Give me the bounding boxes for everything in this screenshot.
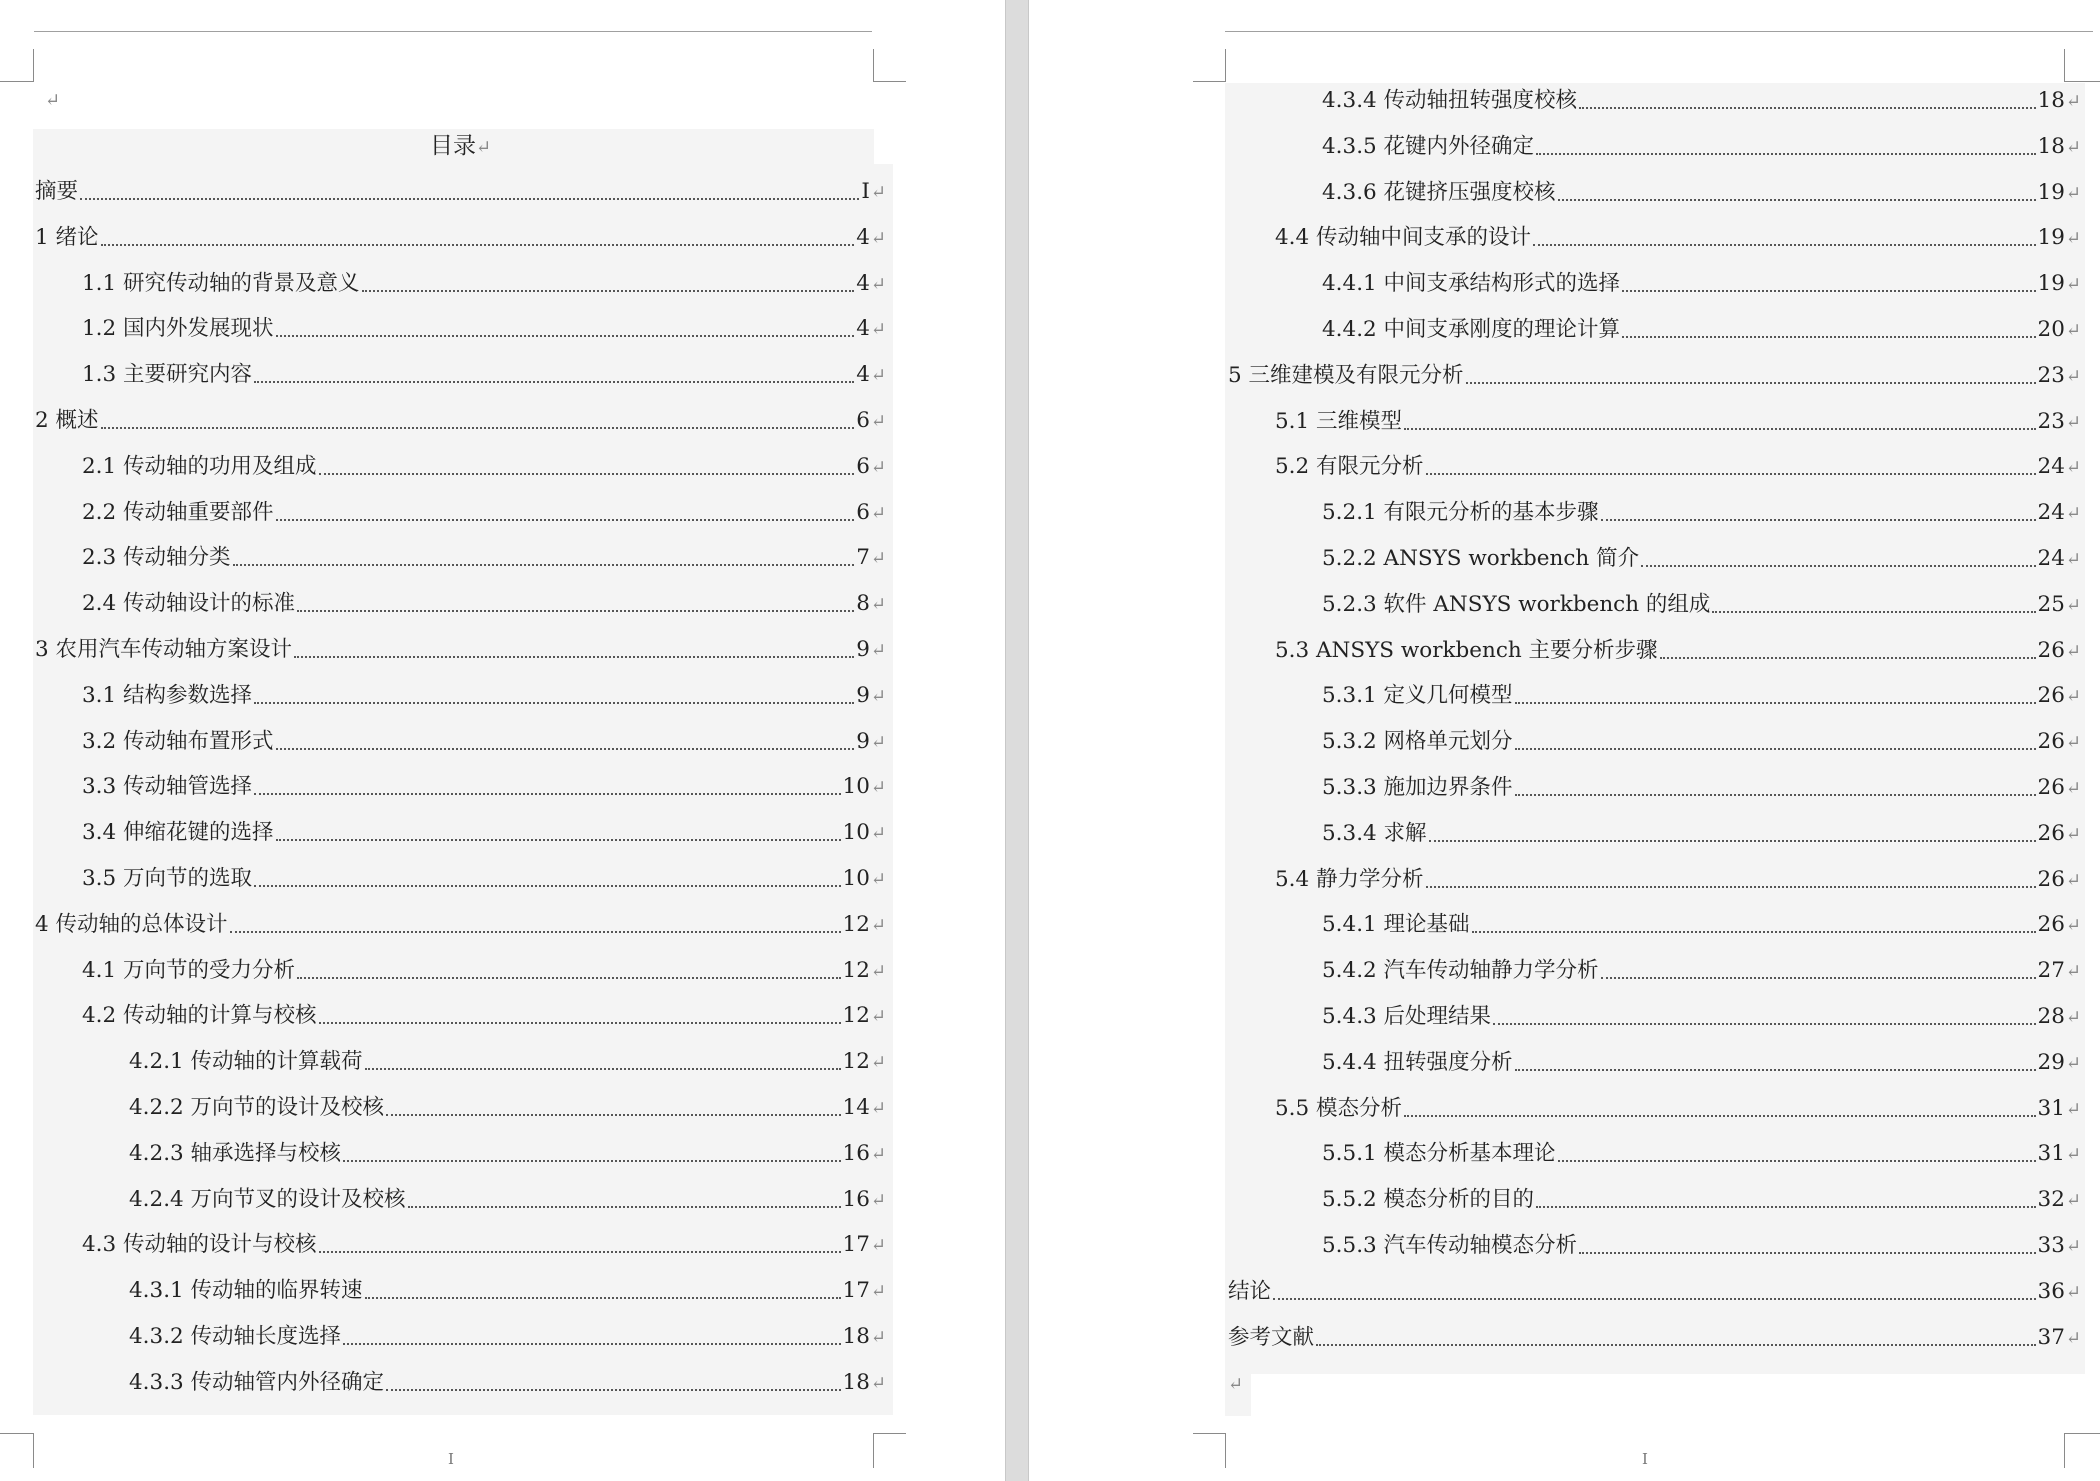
toc-entry[interactable] [129, 1184, 886, 1216]
toc-entry-label: 4.3.3 传动轴管内外径确定 [129, 1369, 385, 1395]
toc-entry-page: 31 [2037, 1095, 2065, 1121]
toc-entry[interactable] [82, 955, 886, 987]
toc-entry-page: 26 [2037, 820, 2065, 846]
paragraph-mark-icon: ↵ [2065, 549, 2081, 570]
toc-entry-label: 5.2.3 软件 ANSYS workbench 的组成 [1322, 591, 1711, 617]
dot-leader [80, 198, 859, 200]
dot-leader [1622, 336, 2036, 338]
toc-entry[interactable] [1322, 726, 2081, 758]
dot-leader [1536, 153, 2036, 155]
dot-leader [1558, 1160, 2036, 1162]
page-number: I [448, 1450, 454, 1468]
toc-entry[interactable] [1322, 1184, 2081, 1216]
toc-entry-label: 2.3 传动轴分类 [82, 545, 231, 571]
crop-mark-top-left [0, 49, 34, 82]
dot-leader [1429, 840, 2036, 842]
toc-entry-page: 12 [842, 957, 870, 983]
toc-entry[interactable] [1322, 909, 2081, 941]
dot-leader [365, 1297, 841, 1299]
toc-entry[interactable] [1322, 1047, 2081, 1079]
toc-entry-page: 7 [856, 545, 870, 571]
toc-entry[interactable] [1275, 864, 2081, 896]
dot-leader [276, 748, 855, 750]
dot-leader [1641, 565, 2035, 567]
toc-entry-label: 5.5.3 汽车传动轴模态分析 [1322, 1233, 1578, 1258]
toc-entry-label: 3.4 伸缩花键的选择 [82, 820, 274, 846]
toc-entry-label: 4.3.4 传动轴扭转强度校核 [1322, 88, 1578, 113]
toc-entry-page: 29 [2037, 1049, 2065, 1075]
paragraph-mark-icon: ↵ [2065, 1098, 2081, 1120]
paragraph-mark-icon: ↵ [870, 731, 886, 753]
paragraph-mark-icon: ↵ [2065, 320, 2081, 341]
toc-entry[interactable] [1322, 268, 2081, 300]
toc-entry[interactable] [1322, 589, 2081, 621]
dot-leader [386, 1389, 841, 1391]
toc-entry[interactable] [1322, 543, 2081, 575]
dot-leader [254, 885, 841, 887]
dot-leader [319, 473, 855, 475]
dot-leader [1601, 977, 2036, 979]
toc-entry-page: 18 [842, 1324, 870, 1349]
toc-entry-label: 2 概述 [35, 408, 99, 433]
dot-leader [297, 977, 841, 979]
toc-entry-label: 1.3 主要研究内容 [82, 362, 253, 388]
toc-entry-label: 4.2.3 轴承选择与校核 [129, 1140, 342, 1166]
toc-entry[interactable] [1322, 818, 2081, 850]
toc-entry-label: 5.5 模态分析 [1275, 1095, 1403, 1121]
dot-leader [254, 793, 841, 795]
toc-entry-page: 4 [856, 362, 870, 388]
document-page-left [0, 0, 1005, 1481]
paragraph-mark-icon: ↵ [2065, 411, 2081, 433]
toc-entry-label: 5.4.4 扭转强度分析 [1322, 1049, 1513, 1075]
toc-entry-page: 18 [2037, 88, 2065, 113]
toc-entry-page: 24 [2037, 546, 2065, 571]
toc-entry-page: 33 [2037, 1233, 2065, 1258]
toc-entry-page: 31 [2037, 1141, 2065, 1167]
paragraph-mark-icon: ↵ [2065, 1281, 2081, 1303]
toc-entry[interactable] [1275, 451, 2081, 483]
toc-entry[interactable] [1228, 360, 2081, 392]
toc-entry-label: 3.5 万向节的选取 [82, 866, 253, 891]
paragraph-mark-icon: ↵ [2065, 1236, 2081, 1257]
dot-leader [1515, 748, 2036, 750]
toc-entry-page: 9 [856, 637, 870, 662]
paragraph-mark-icon: ↵ [870, 319, 886, 341]
toc-entry-page: 26 [2037, 729, 2065, 755]
paragraph-mark-icon: ↵ [2065, 365, 2081, 387]
dot-leader [319, 1022, 841, 1024]
paragraph-mark-icon: ↵ [870, 1189, 886, 1211]
toc-entry-label: 1 绪论 [35, 224, 99, 250]
paragraph-mark-icon: ↵ [2065, 182, 2081, 204]
toc-entry[interactable] [129, 1138, 886, 1170]
dot-leader [365, 1068, 841, 1070]
toc-entry-label: 5.3.4 求解 [1322, 820, 1427, 846]
toc-entry-label: 5.3 ANSYS workbench 主要分析步骤 [1275, 637, 1658, 663]
toc-entry[interactable] [82, 542, 886, 574]
paragraph-mark-icon: ↵ [870, 594, 886, 616]
toc-entry-label: 结论 [1228, 1278, 1272, 1304]
toc-entry[interactable] [35, 222, 886, 254]
toc-entry-page: 19 [2037, 271, 2065, 297]
paragraph-mark-icon: ↵ [2065, 732, 2081, 754]
paragraph-mark-icon: ↵ [870, 777, 886, 799]
paragraph-mark-icon: ↵ [45, 90, 61, 111]
paragraph-mark-icon: ↵ [2065, 1190, 2081, 1212]
dot-leader [297, 610, 854, 612]
paragraph-mark-icon: ↵ [2065, 457, 2081, 479]
toc-entry[interactable] [1322, 680, 2081, 712]
paragraph-mark-icon: ↵ [870, 685, 886, 707]
paragraph-mark-icon: ↵ [870, 1235, 886, 1257]
dot-leader [362, 290, 855, 292]
toc-entry-label: 4.3.5 花键内外径确定 [1322, 133, 1535, 159]
dot-leader [1533, 244, 2036, 246]
dot-leader [1712, 611, 2035, 613]
paragraph-mark-icon: ↵ [1228, 1374, 1244, 1395]
dot-leader [1622, 290, 2036, 292]
toc-entry[interactable] [1322, 1138, 2081, 1170]
toc-entry-label: 3.3 传动轴管选择 [82, 774, 253, 800]
dot-leader [1404, 1115, 2036, 1117]
paragraph-mark-icon: ↵ [2065, 686, 2081, 708]
toc-entry-page: 19 [2037, 225, 2065, 251]
paragraph-mark-icon: ↵ [2065, 1144, 2081, 1166]
toc-entry[interactable] [129, 1046, 886, 1078]
paragraph-mark-icon: ↵ [870, 1143, 886, 1165]
dot-leader [408, 1206, 841, 1208]
toc-entry-page: 24 [2037, 454, 2065, 480]
paragraph-mark-icon: ↵ [2065, 228, 2081, 250]
toc-entry[interactable] [82, 1000, 886, 1032]
paragraph-mark-icon: ↵ [2065, 136, 2081, 158]
dot-leader [1579, 1252, 2036, 1254]
dot-leader [1515, 794, 2036, 796]
toc-entry-page: 12 [842, 1003, 870, 1029]
dot-leader [1316, 1344, 2036, 1346]
toc-entry-page: 26 [2037, 637, 2065, 663]
toc-entry-label: 2.4 传动轴设计的标准 [82, 591, 296, 617]
toc-entry[interactable] [1322, 131, 2081, 163]
toc-entry-page: 26 [2037, 775, 2065, 800]
toc-entry-label: 5.2.1 有限元分析的基本步骤 [1322, 500, 1599, 526]
crop-mark-top-right [873, 49, 906, 82]
toc-entry-page: 32 [2037, 1187, 2065, 1213]
paragraph-mark-icon: ↵ [870, 1327, 886, 1348]
toc-entry-page: 20 [2037, 317, 2065, 342]
dot-leader [276, 335, 855, 337]
toc-entry[interactable] [1322, 177, 2081, 209]
toc-entry[interactable] [129, 1092, 886, 1124]
toc-entry-label: 3.1 结构参数选择 [82, 682, 253, 708]
toc-entry[interactable] [1275, 1093, 2081, 1125]
toc-entry-page: 4 [856, 270, 870, 296]
toc-entry-page: I [861, 179, 870, 204]
paragraph-mark-icon: ↵ [870, 1098, 886, 1119]
paragraph-mark-icon: ↵ [2065, 778, 2081, 799]
toc-entry-page: 28 [2037, 1004, 2065, 1029]
dot-leader [101, 427, 855, 429]
paragraph-mark-icon: ↵ [870, 502, 886, 524]
paragraph-mark-icon: ↵ [870, 823, 886, 845]
paragraph-mark-icon: ↵ [870, 411, 886, 432]
toc-entry[interactable] [82, 497, 886, 529]
toc-entry-page: 6 [856, 499, 870, 525]
toc-entry-label: 5.5.1 模态分析基本理论 [1322, 1141, 1556, 1167]
toc-entry[interactable] [1228, 1276, 2081, 1308]
crop-mark-bottom-left [1193, 1433, 1226, 1468]
dot-leader [1273, 1298, 2036, 1300]
dot-leader [319, 1251, 841, 1253]
toc-entry[interactable] [82, 863, 886, 895]
toc-entry-label: 2.2 传动轴重要部件 [82, 499, 274, 525]
dot-leader [294, 656, 854, 658]
paragraph-mark-icon: ↵ [870, 640, 886, 661]
toc-entry-label: 4.2 传动轴的计算与校核 [82, 1003, 317, 1029]
toc-entry-page: 25 [2037, 591, 2065, 617]
toc-entry-label: 5.3.2 网格单元划分 [1322, 729, 1513, 755]
toc-entry-page: 27 [2037, 958, 2065, 984]
dot-leader [1601, 519, 2036, 521]
toc-entry-page: 18 [2037, 133, 2065, 159]
paragraph-mark-icon: ↵ [2065, 961, 2081, 983]
dot-leader [1558, 199, 2036, 201]
dot-leader [254, 702, 854, 704]
paragraph-mark-icon: ↵ [2065, 503, 2081, 525]
toc-entry[interactable] [129, 1367, 886, 1399]
dot-leader [343, 1160, 841, 1162]
toc-entry-label: 3.2 传动轴布置形式 [82, 728, 274, 754]
toc-entry-label: 4.4.2 中间支承刚度的理论计算 [1322, 317, 1621, 342]
toc-entry-label: 3 农用汽车传动轴方案设计 [35, 637, 293, 662]
toc-entry-page: 23 [2037, 362, 2065, 388]
paragraph-mark-icon: ↵ [2065, 1052, 2081, 1074]
toc-entry-page: 12 [842, 911, 870, 937]
toc-entry-page: 12 [842, 1049, 870, 1075]
toc-entry-page: 19 [2037, 179, 2065, 205]
crop-mark-bottom-right [2064, 1433, 2100, 1468]
toc-entry-page: 17 [842, 1232, 870, 1258]
dot-leader [1426, 473, 2036, 475]
document-page-right [1029, 0, 2100, 1481]
toc-entry-page: 9 [856, 728, 870, 754]
toc-entry[interactable] [82, 313, 886, 345]
dot-leader [1466, 382, 2036, 384]
paragraph-mark-icon: ↵ [2065, 869, 2081, 891]
toc-entry[interactable] [82, 726, 886, 758]
toc-entry-page: 14 [842, 1095, 870, 1120]
toc-entry[interactable] [82, 451, 886, 483]
toc-entry[interactable] [1322, 1230, 2081, 1262]
toc-entry-label: 4.2.4 万向节叉的设计及校核 [129, 1186, 406, 1212]
toc-entry-page: 16 [842, 1140, 870, 1166]
paragraph-mark-icon: ↵ [2065, 1327, 2081, 1349]
toc-entry-page: 8 [856, 591, 870, 617]
paragraph-mark-icon: ↵ [870, 1006, 886, 1028]
toc-entry-label: 4.3.6 花键挤压强度校核 [1322, 179, 1556, 205]
dot-leader [1493, 1023, 2036, 1025]
toc-entry[interactable] [1275, 406, 2081, 438]
paragraph-mark-icon: ↵ [870, 960, 886, 982]
paragraph-mark-icon: ↵ [870, 227, 886, 249]
toc-entry[interactable] [1275, 222, 2081, 254]
toc-entry-page: 37 [2037, 1324, 2065, 1350]
toc-entry[interactable] [1322, 772, 2081, 804]
paragraph-mark-icon: ↵ [870, 365, 886, 387]
paragraph-mark-icon: ↵ [2065, 274, 2081, 296]
toc-entry[interactable] [35, 176, 886, 208]
dot-leader [1579, 107, 2036, 109]
toc-entry[interactable] [82, 1229, 886, 1261]
toc-entry-label: 参考文献 [1228, 1324, 1315, 1350]
dot-leader [1426, 886, 2036, 888]
dot-leader [276, 519, 855, 521]
toc-entry-label: 4.1 万向节的受力分析 [82, 957, 296, 983]
toc-entry[interactable] [82, 680, 886, 712]
toc-entry[interactable] [82, 268, 886, 300]
toc-entry-page: 10 [842, 774, 870, 800]
toc-entry-label: 4.2.2 万向节的设计及校核 [129, 1095, 385, 1120]
toc-entry-page: 24 [2037, 500, 2065, 526]
toc-entry[interactable] [1322, 1001, 2081, 1033]
toc-entry-label: 4.3 传动轴的设计与校核 [82, 1232, 317, 1258]
toc-entry[interactable] [129, 1275, 886, 1307]
paragraph-mark-icon: ↵ [870, 1281, 886, 1303]
toc-entry-label: 1.2 国内外发展现状 [82, 316, 274, 342]
toc-entry-page: 10 [842, 866, 870, 891]
paragraph-mark-icon: ↵ [2065, 823, 2081, 845]
toc-entry-label: 5.4.2 汽车传动轴静力学分析 [1322, 958, 1599, 984]
toc-entry-page: 6 [856, 453, 870, 479]
crop-mark-bottom-right [873, 1433, 906, 1468]
paragraph-mark-icon: ↵ [870, 869, 886, 890]
toc-entry-label: 4.3.1 传动轴的临界转速 [129, 1278, 363, 1304]
header-rule [1225, 31, 2093, 32]
toc-entry-label: 4 传动轴的总体设计 [35, 911, 228, 937]
paragraph-mark-icon: ↵ [870, 1372, 886, 1394]
toc-entry-label: 摘要 [35, 179, 79, 204]
dot-leader [1472, 931, 2036, 933]
toc-entry[interactable] [1322, 314, 2081, 346]
toc-entry-page: 4 [856, 316, 870, 342]
toc-entry[interactable] [1322, 497, 2081, 529]
toc-entry-page: 4 [856, 224, 870, 250]
paragraph-mark-icon: ↵ [475, 137, 492, 158]
crop-mark-top-right [2064, 49, 2100, 82]
toc-entry-label: 4.3.2 传动轴长度选择 [129, 1324, 342, 1349]
toc-entry-label: 5.3.1 定义几何模型 [1322, 683, 1513, 709]
toc-entry[interactable] [1228, 1322, 2081, 1354]
toc-entry[interactable] [82, 817, 886, 849]
toc-entry-page: 36 [2037, 1278, 2065, 1304]
toc-entry-page: 17 [842, 1278, 870, 1304]
toc-entry-label: 5.1 三维模型 [1275, 408, 1403, 434]
toc-entry-label: 5.4.1 理论基础 [1322, 912, 1470, 938]
toc-entry-label: 5 三维建模及有限元分析 [1228, 362, 1464, 388]
toc-entry[interactable] [82, 771, 886, 803]
toc-entry-page: 9 [856, 682, 870, 708]
toc-entry[interactable] [35, 909, 886, 941]
toc-entry[interactable] [1275, 635, 2081, 667]
page-gutter [1005, 0, 1029, 1481]
toc-entry-page: 26 [2037, 683, 2065, 709]
toc-entry-page: 10 [842, 820, 870, 846]
crop-mark-top-left [1193, 49, 1226, 82]
toc-entry[interactable] [35, 405, 886, 437]
toc-entry-label: 4.4 传动轴中间支承的设计 [1275, 225, 1532, 251]
toc-entry-label: 1.1 研究传动轴的背景及意义 [82, 270, 360, 296]
toc-entry-label: 5.4.3 后处理结果 [1322, 1004, 1492, 1029]
toc-entry-page: 23 [2037, 408, 2065, 434]
dot-leader [1515, 1069, 2036, 1071]
toc-entry[interactable] [1322, 955, 2081, 987]
dot-leader [1660, 657, 2036, 659]
dot-leader [386, 1114, 841, 1116]
paragraph-mark-icon: ↵ [2065, 91, 2081, 112]
toc-entry-page: 6 [856, 408, 870, 433]
dot-leader [1515, 702, 2036, 704]
paragraph-mark-icon: ↵ [2065, 594, 2081, 616]
crop-mark-bottom-left [0, 1433, 34, 1468]
paragraph-mark-icon: ↵ [870, 456, 886, 478]
paragraph-mark-icon: ↵ [870, 273, 886, 295]
toc-entry-page: 26 [2037, 912, 2065, 938]
dot-leader [1536, 1206, 2036, 1208]
dot-leader [233, 564, 855, 566]
toc-entry-label: 2.1 传动轴的功用及组成 [82, 453, 317, 479]
toc-title: 目录↵ [429, 133, 492, 159]
toc-entry-page: 26 [2037, 866, 2065, 892]
page-number: I [1642, 1450, 1648, 1468]
toc-entry[interactable] [129, 1321, 886, 1353]
paragraph-mark-icon: ↵ [870, 182, 886, 203]
toc-entry[interactable] [35, 634, 886, 666]
toc-entry-label: 5.2.2 ANSYS workbench 简介 [1322, 546, 1640, 571]
paragraph-mark-icon: ↵ [2065, 915, 2081, 937]
dot-leader [343, 1343, 841, 1345]
paragraph-mark-icon: ↵ [870, 548, 886, 570]
toc-entry-label: 4.2.1 传动轴的计算载荷 [129, 1049, 363, 1075]
toc-entry-label: 4.4.1 中间支承结构形式的选择 [1322, 271, 1621, 297]
toc-entry-label: 5.5.2 模态分析的目的 [1322, 1187, 1535, 1213]
dot-leader [276, 839, 841, 841]
dot-leader [101, 244, 855, 246]
toc-entry-label: 5.2 有限元分析 [1275, 454, 1424, 480]
toc-entry-label: 5.4 静力学分析 [1275, 866, 1424, 892]
paragraph-mark-icon: ↵ [870, 1052, 886, 1074]
header-rule [34, 31, 872, 32]
dot-leader [1404, 428, 2036, 430]
toc-entry[interactable] [82, 588, 886, 620]
paragraph-mark-icon: ↵ [870, 914, 886, 936]
paragraph-mark-icon: ↵ [2065, 1007, 2081, 1028]
toc-entry[interactable] [1322, 85, 2081, 117]
toc-entry[interactable] [82, 359, 886, 391]
toc-entry-page: 16 [842, 1186, 870, 1212]
paragraph-mark-icon: ↵ [2065, 640, 2081, 662]
toc-entry-label: 5.3.3 施加边界条件 [1322, 775, 1513, 800]
dot-leader [254, 381, 854, 383]
toc-entry-page: 18 [842, 1369, 870, 1395]
dot-leader [230, 931, 841, 933]
